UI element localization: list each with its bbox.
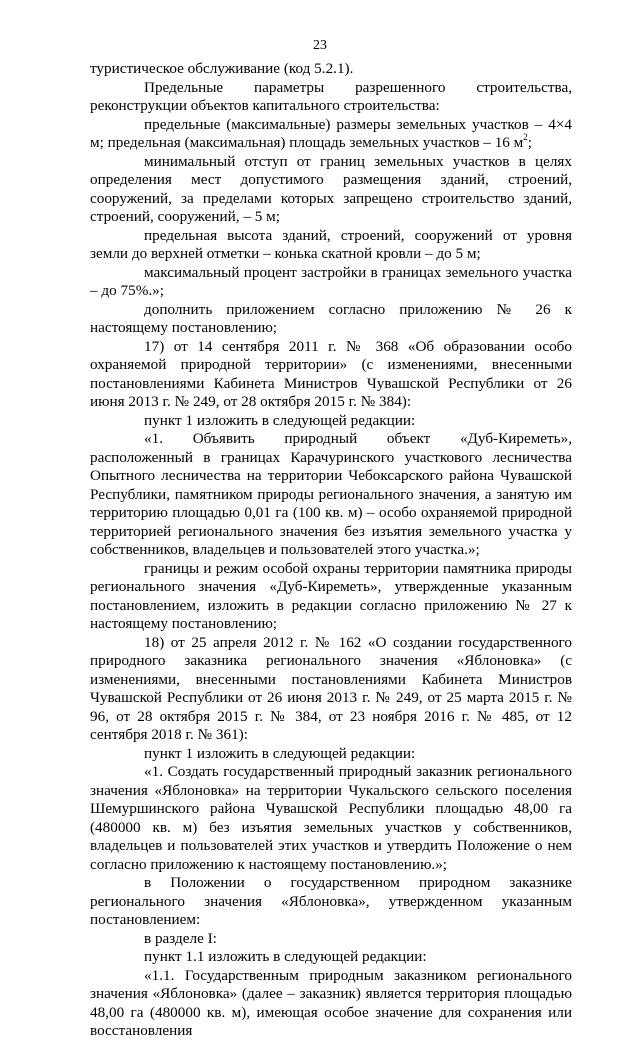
paragraph-suffix: ;: [527, 134, 533, 151]
paragraph: дополнить приложением согласно приложению № 26 к настоящему постановлению;: [90, 300, 572, 336]
paragraph: предельная высота зданий, строений, сооружений от уровня земли до верхней отметки – конька скатной кровли – до 5 м;: [90, 226, 572, 262]
paragraph: максимальный процент застройки в границах земельного участка – до 75%.»;: [90, 263, 572, 299]
paragraph-text: предельные (максимальные) размеры земельных участков – 4×4 м; предельная (максимальная) площадь земельных участков – 16 м: [90, 115, 572, 151]
paragraph: «1. Создать государственный природный заказник регионального значения «Яблоновка» на территории Чукальского сельского поселения Шемуршинского района Чувашской Республики площадью 48,00 га (480000 кв. м) без изъятия земельных участков у собственников, владельцев и пользователей этих участков и утвердить Положение о нем согласно приложению к настоящему постановлению.»;: [90, 763, 572, 873]
paragraph: в разделе I:: [144, 929, 217, 947]
paragraph: 17) от 14 сентября 2011 г. № 368 «Об образовании особо охраняемой природной территории» (с изменениями, внесенными постановлениями Кабинета Министров Чувашской Республики от 26 июня 2013 г. № 249, от 28 октября 2015 г. № 384):: [90, 337, 572, 410]
paragraph: пункт 1.1 изложить в следующей редакции:: [144, 948, 427, 965]
paragraph: пункт 1 изложить в следующей редакции:: [144, 411, 416, 429]
paragraph: пункт 1 изложить в следующей редакции:: [144, 744, 416, 762]
paragraph: в Положении о государственном природном заказнике регионального значения «Яблоновка», утвержденном указанным постановлением:: [90, 874, 572, 928]
document-body: [90, 60, 572, 1041]
paragraph-area: [90, 116, 572, 153]
page-number: 23: [313, 38, 327, 53]
paragraph: минимальный отступ от границ земельных участков в целях определения мест допустимого размещения зданий, строений, сооружений, за пределами которых запрещено строительство зданий, строений, сооружений, – 5 м;: [90, 152, 572, 225]
paragraph: «1.1. Государственным природным заказником регионального значения «Яблоновка» (далее – заказник) является территория площадью 48,00 га (480000 кв. м), имеющая особое значение для сохранения или восстановления: [90, 966, 572, 1039]
paragraph: границы и режим особой охраны территории памятника природы регионального значения «Дуб-Киреметь», утвержденные указанным постановлением, изложить в редакции согласно приложению № 27 к настоящему постановлению;: [90, 559, 572, 632]
superscript: 2: [523, 131, 528, 142]
paragraph: туристическое обслуживание (код 5.2.1).: [90, 60, 354, 77]
paragraph: Предельные параметры разрешенного строительства, реконструкции объектов капитального строительства:: [90, 78, 572, 114]
paragraph: «1. Объявить природный объект «Дуб-Киреметь», расположенный в границах Карачуринского участкового лесничества Опытного лесничества на территории Чебоксарского района Чувашской Республики, памятником природы регионального значения, а занятую им территорию площадью 0,01 га (100 кв. м) – особо охраняемой природной территорией регионального значения без изъятия земельного участка у собственников, владельцев и пользователей этого участка.»;: [90, 430, 572, 558]
paragraph: 18) от 25 апреля 2012 г. № 162 «О создании государственного природного заказника регионального значения «Яблоновка» (с изменениями, внесенными постановлениями Кабинета Министров Чувашской Республики от 26 июня 2013 г. № 249, от 25 марта 2015 г. № 96, от 28 октября 2015 г. № 384, от 23 ноября 2016 г. № 485, от 12 сентября 2018 г. № 361):: [90, 633, 572, 743]
